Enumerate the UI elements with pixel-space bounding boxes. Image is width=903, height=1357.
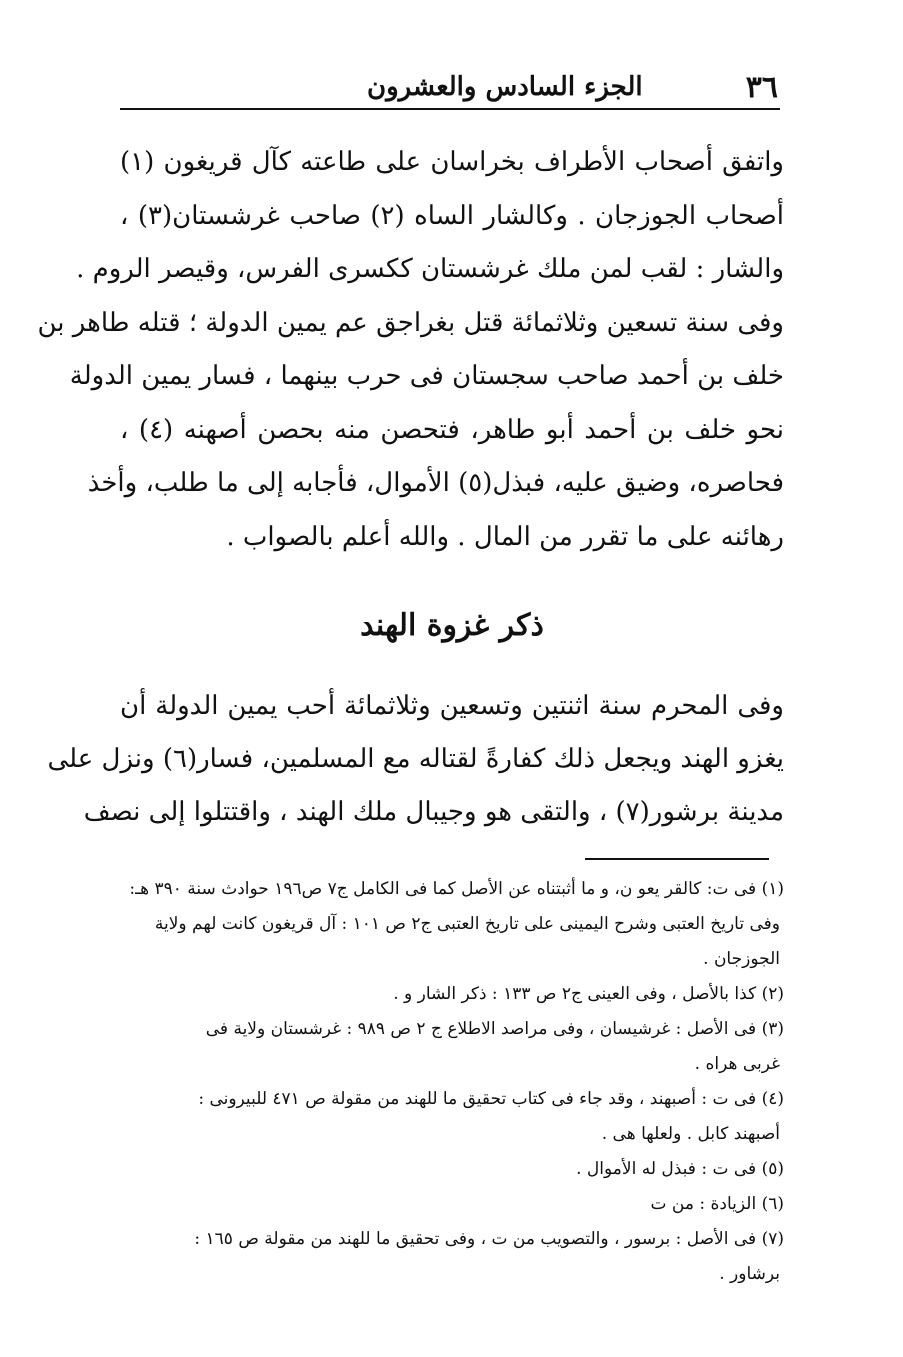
text-line: خلف بن أحمد صاحب سجستان فى حرب بينهما ، فسار يمين الدولة	[69, 361, 784, 391]
page-header	[120, 66, 780, 110]
text-line: أصحاب الجوزجان . وكالشار الساه (٢) صاحب غرشستان(٣) ،	[120, 200, 784, 231]
footnote-divider	[585, 858, 769, 860]
footnote-line: غربى هراه .	[694, 1054, 780, 1074]
text-line: يغزو الهند ويجعل ذلك كفارةً لقتاله مع المسلمين، فسار(٦) ونزل على	[47, 744, 784, 774]
footnote-line: (٧) فى الأصل : برسور ، والتصويب من ت ، وفى تحقيق ما للهند من مقولة ص ١٦٥ :	[194, 1229, 784, 1249]
footnote-line: (٤) فى ت : أصبهند ، وقد جاء فى كتاب تحقيق ما للهند من مقولة ص ٤٧١ للبيرونى :	[198, 1089, 784, 1109]
footnote-line: (٥) فى ت : فبذل له الأموال .	[576, 1159, 784, 1179]
running-title: الجزء السادس والعشرون	[367, 72, 643, 102]
footnote-line: (٣) فى الأصل : غرشيسان ، وفى مراصد الاطلاع ج ٢ ص ٩٨٩ : غرشستان ولاية فى	[205, 1019, 784, 1039]
footnotes	[120, 872, 784, 1292]
section-heading: ذكر غزوة الهند	[360, 608, 544, 643]
footnote-line: وفى تاريخ العتبى وشرح اليمينى على تاريخ العتبى ج٢ ص ١٠١ : آل قريغون كانت لهم ولاية	[154, 914, 780, 934]
footnote-line: برشاور .	[719, 1264, 780, 1284]
page-number: ٣٦	[745, 69, 778, 105]
text-line: واتفق أصحاب الأطراف بخراسان على طاعته كآل قريغون (١)	[120, 147, 784, 177]
footnote-line: (١) فى ت: كالقر يعو ن، و ما أثبتناه عن الأصل كما فى الكامل ج٧ ص١٩٦ حوادث سنة ٣٩٠ هـ:	[129, 879, 784, 899]
footnote-line: (٢) كذا بالأصل ، وفى العينى ج٢ ص ١٣٣ : ذكر الشار و .	[393, 984, 784, 1004]
footnote-line: الجوزجان .	[703, 949, 780, 969]
footnote-line: (٦) الزيادة : من ت	[650, 1194, 784, 1214]
paragraph-section-2	[47, 680, 784, 839]
text-line: فحاصره، وضيق عليه، فبذل(٥) الأموال، فأجابه إلى ما طلب، وأخذ	[87, 468, 784, 498]
text-line: وفى سنة تسعين وثلاثمائة قتل بغراجق عم يمين الدولة ؛ قتله طاهر بن	[37, 307, 784, 338]
text-line: نحو خلف بن أحمد أبو طاهر، فتحصن منه بحصن أصهنه (٤) ،	[120, 414, 784, 445]
paragraph-section-1	[37, 136, 784, 564]
text-line: رهائنه على ما تقرر من المال . والله أعلم بالصواب .	[226, 521, 784, 552]
text-line: مدينة برشور(٧) ، والتقى هو وجيبال ملك الهند ، واقتتلوا إلى نصف	[83, 797, 784, 827]
text-line: والشار : لقب لمن ملك غرشستان ككسرى الفرس، وقيصر الروم .	[76, 254, 784, 284]
text-line: وفى المحرم سنة اثنتين وتسعين وثلاثمائة أحب يمين الدولة أن	[120, 691, 784, 721]
footnote-line: أصبهند كابل . ولعلها هى .	[601, 1124, 780, 1144]
